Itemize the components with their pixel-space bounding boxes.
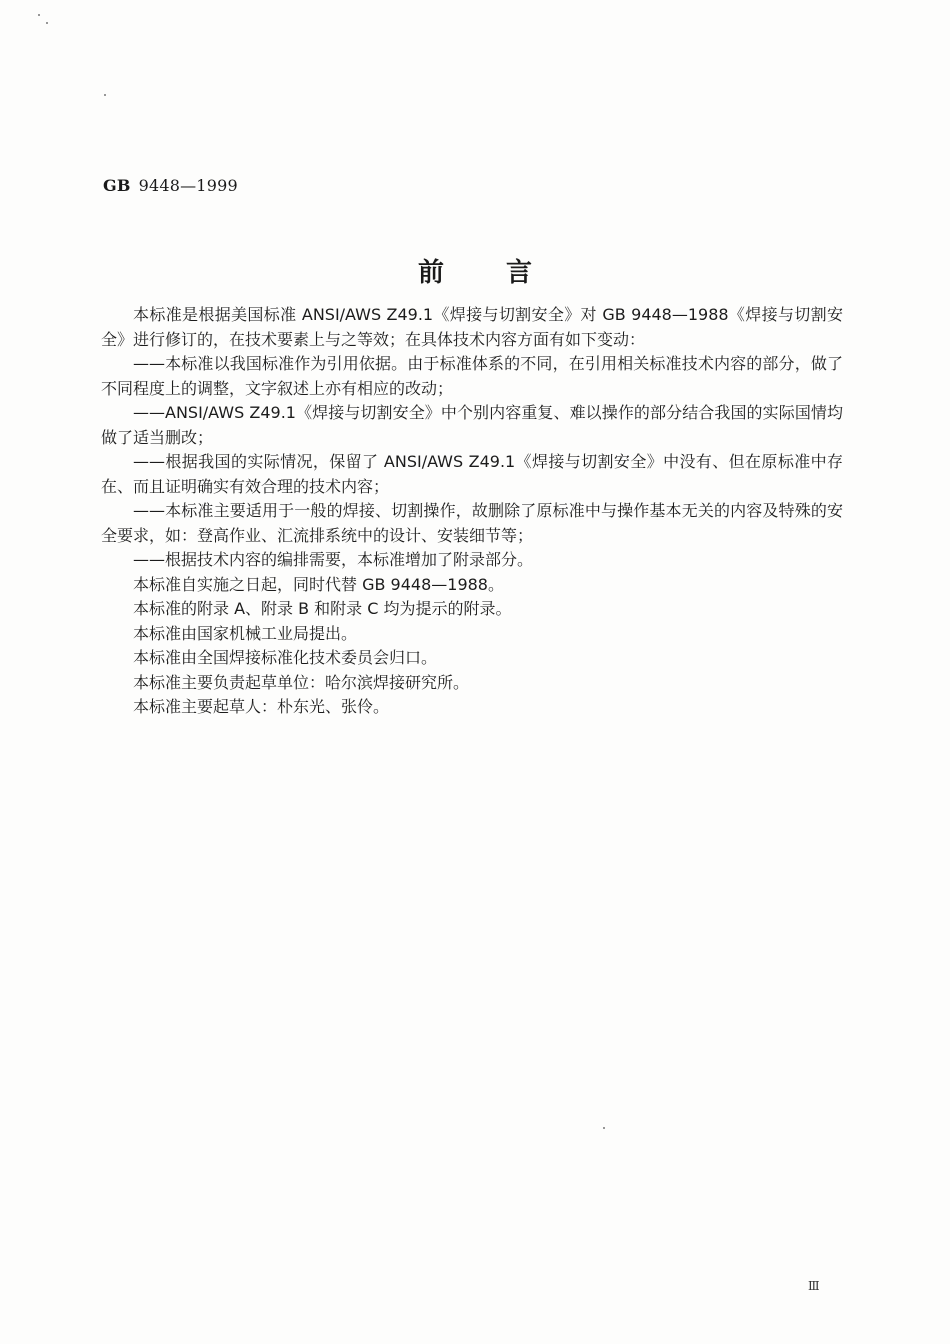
paragraph: 本标准由全国焊接标准化技术委员会归口。 [133,648,438,667]
standard-prefix: GB [103,176,131,195]
scan-speck [46,22,48,24]
scan-speck [603,1127,605,1129]
paragraph: 本标准由国家机械工业局提出。 [133,623,358,643]
foreword-body [101,303,843,720]
scan-speck [104,94,106,96]
page-number: Ⅲ [808,1279,820,1293]
paragraph: 本标准自实施之日起，同时代替 GB 9448—1988。 [133,574,504,594]
paragraph: ——根据技术内容的编排需要，本标准增加了附录部分。 [133,550,534,569]
page-title: 前言 [417,258,594,288]
paragraph: ——本标准主要适用于一般的焊接、切割操作，故删除了原标准中与操作基本无关的内容及特殊的安全要求，如：登高作业、汇流排系统中的设计、安装细节等； [101,501,843,545]
paragraph: 本标准的附录 A、附录 B 和附录 C 均为提示的附录。 [133,599,512,618]
paragraph: 本标准主要负责起草单位：哈尔滨焊接研究所。 [133,672,470,692]
paragraph: 本标准是根据美国标准 ANSI/AWS Z49.1《焊接与切割安全》对 GB 9448—1988《焊接与切割安全》进行修订的，在技术要素上与之等效；在具体技术内容方面有如下变动： [101,305,843,349]
standard-code [103,176,238,195]
paragraph: ——ANSI/AWS Z49.1《焊接与切割安全》中个别内容重复、难以操作的部分结合我国的实际国情均做了适当删改； [101,403,843,447]
scan-speck [38,14,40,16]
paragraph: 本标准主要起草人：朴东光、张伶。 [133,697,390,716]
paragraph: ——本标准以我国标准作为引用依据。由于标准体系的不同，在引用相关标准技术内容的部分，做了不同程度上的调整，文字叙述上亦有相应的改动； [101,354,843,398]
standard-number: 9448—1999 [138,176,238,195]
paragraph: ——根据我国的实际情况，保留了 ANSI/AWS Z49.1《焊接与切割安全》中没有、但在原标准中存在、而且证明确实有效合理的技术内容； [101,452,843,496]
